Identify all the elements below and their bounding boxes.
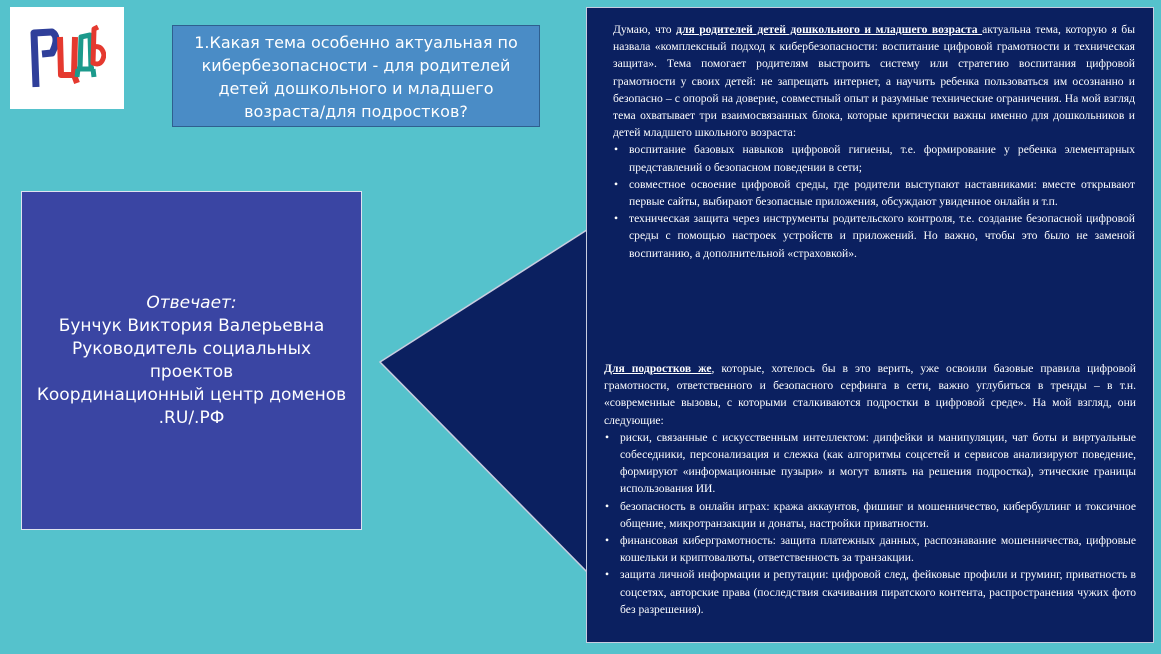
list-item: • безопасность в онлайн играх: кража аккаунтов, фишинг и мошенничество, кибербуллинг и токсичное общение, микротранзакции и донаты, настройки приватности.	[604, 498, 1136, 532]
speaker-role: Отвечает:	[146, 292, 237, 313]
answer-part-teens	[604, 360, 1136, 618]
answer-emphasis: для родителей детей дошкольного и младшего возраста	[676, 23, 983, 36]
speaker-position: Руководитель социальных проектов	[71, 338, 312, 382]
answer-intro: Для подростков же, которые, хотелось бы в это верить, уже освоили базовые правила цифровой грамотности, ответственного и безопасного серфинга в сети, важно углубиться в тренды – в т.н. «современные вызовы, с которыми сталкиваются подростки в цифровой среде». На мой взгляд, они следующие:	[604, 362, 1136, 427]
list-item: • воспитание базовых навыков цифровой гигиены, т.е. формирование у ребенка элементарных представлений о безопасном поведении в сети;	[613, 141, 1135, 175]
question-text: 1.Какая тема особенно актуальная по кибербезопасности - для родителей детей дошкольного и младшего возраста/для подростков?	[194, 33, 518, 121]
answer-list	[613, 141, 1135, 261]
answer-list	[604, 429, 1136, 618]
answer-part-preschool	[613, 21, 1135, 262]
speaker-name: Бунчук Виктория Валерьевна	[58, 315, 325, 336]
answer-emphasis: Для подростков же	[604, 362, 712, 375]
answer-box	[586, 7, 1154, 643]
list-item: • защита личной информации и репутации: цифровой след, фейковые профили и груминг, приватность в соцсетях, авторские права (последствия скачивания пиратского контента, распространения чужих фото без разрешения).	[604, 566, 1136, 618]
list-item: • совместное освоение цифровой среды, где родители выступают наставниками: вместе открывают первые сайты, выбирают безопасные приложения, обсуждают увиденное онлайн и т.п.	[613, 176, 1135, 210]
list-item: • техническая защита через инструменты родительского контроля, т.е. создание безопасной цифровой среды с помощью настроек устройств и приложений. Но важно, чтобы это было не заменой воспитанию, а дополнительной «страховкой».	[613, 210, 1135, 262]
speaker-org: Координационный центр доменов	[36, 384, 347, 405]
answer-intro: Думаю, что для родителей детей дошкольного и младшего возраста актуальна тема, которую я бы назвала «комплексный подход к кибербезопасности: воспитание цифровой грамотности и техническая защита». Тема помогает родителям выстроить систему или стратегию воспитания цифровой грамотности у своих детей: не запрещать интернет, а научить ребенка пользоваться им осознанно и безопасно – с опорой на доверие, совместный опыт и разумные технические ограничения. На мой взгляд тема охватывает три взаимосвязанных блока, которые критически важны именно для дошкольников и детей младшего школьного возраста:	[613, 23, 1135, 140]
list-item: • риски, связанные с искусственным интеллектом: дипфейки и манипуляции, чат боты и виртуальные собеседники, персонализация и слежка (как алгоритмы соцсетей и сервисов анализируют поведение, формируют «информационные пузыри» и могут влиять на решения подростка), этические границы использования ИИ.	[604, 429, 1136, 498]
list-item: • финансовая киберграмотность: защита платежных данных, распознавание мошенничества, цифровые кошельки и криптовалюты, ответственность за транзакции.	[604, 532, 1136, 566]
speaker-box	[21, 191, 362, 530]
speaker-org-domain: .RU/.РФ	[158, 407, 225, 428]
